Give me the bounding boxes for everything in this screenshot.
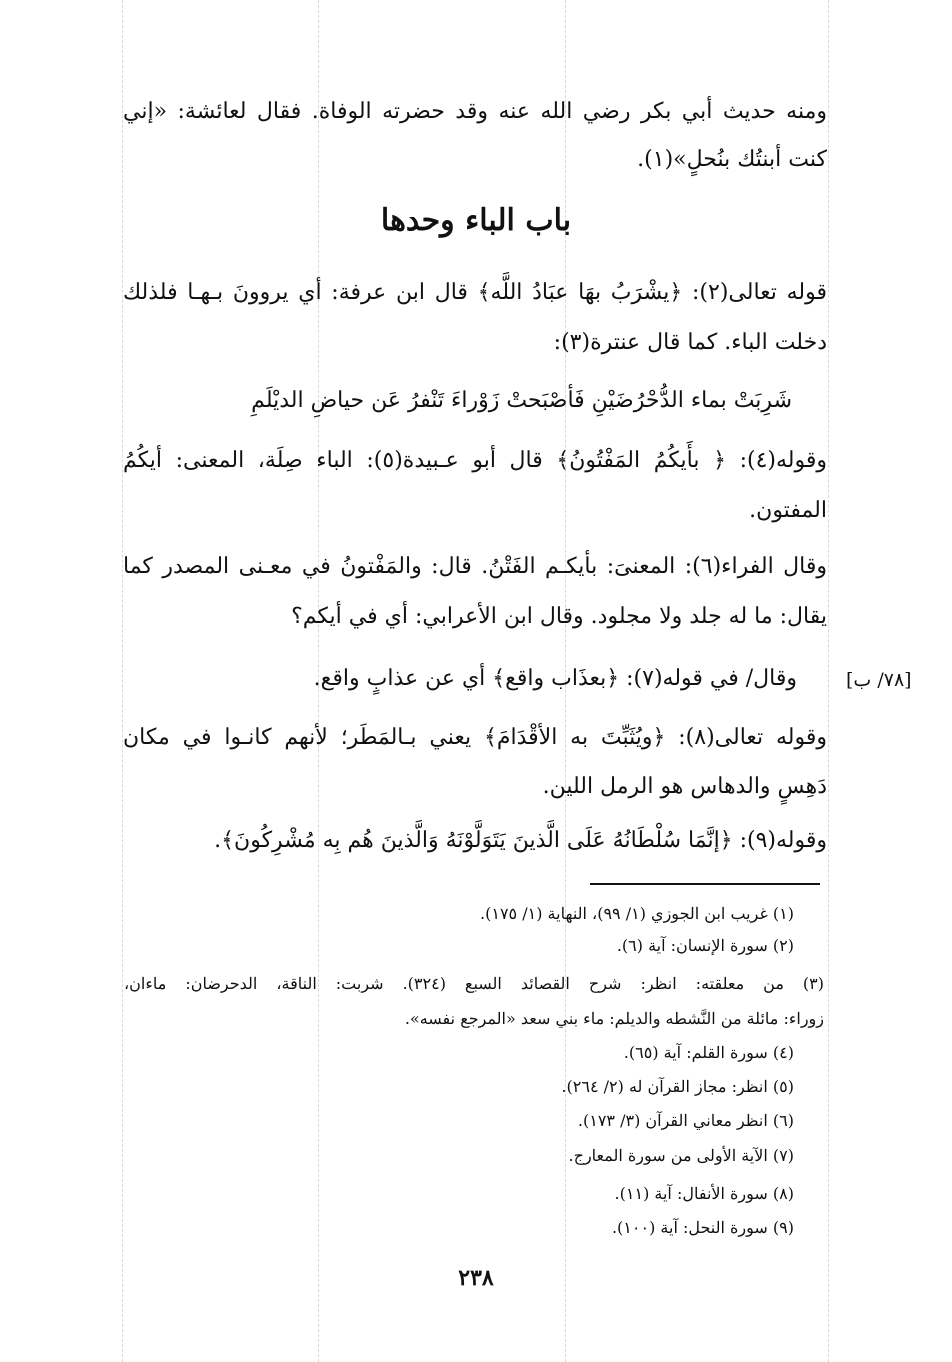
- manuscript-folio-note: [٧٨/ ب]: [846, 669, 912, 691]
- footnote-3-continued: زوراء: مائلة من النَّشطه والديلم: ماء بني سعد «المرجع نفسه».: [404, 1009, 824, 1028]
- body-line-3: قوله تعالى(٢): ﴿يشْرَبُ بهَا عبَادُ اللَّه﴾ قال ابن عرفة: أي يروونَ بـهـا فلذلك: [123, 280, 827, 305]
- footnote-7: (٧) الآية الأولى من سورة المعارج.: [568, 1146, 794, 1165]
- footnote-3: (٣) من معلقته: انظر: شرح القصائد السبع (٣٢٤). شربت: الناقة، الدحرضان: ماءان،: [124, 974, 824, 993]
- body-line-2: كنت أبنتُك بنُحلٍ»(١).: [637, 147, 827, 172]
- body-line-11: وقوله تعالى(٨): ﴿ويُثَبِّتَ به الأقْدَامَ﴾ يعني بـالمَطَر؛ لأنهم كانـوا في مكان: [123, 725, 828, 750]
- body-line-13: وقوله(٩): ﴿إنَّمَا سُلْطَانُهُ عَلَى الَّذينَ يَتَوَلَّوْنَهُ وَالَّذينَ هُم بِه مُشْرِكُونَ﴾.: [214, 828, 827, 853]
- footnote-2: (٢) سورة الإنسان: آية (٦).: [616, 936, 794, 955]
- footnote-separator: [590, 883, 820, 885]
- body-line-7: المفتون.: [749, 498, 827, 523]
- footnote-6: (٦) انظر معاني القرآن (٣/ ١٧٣).: [577, 1111, 794, 1130]
- poetry-verse: شَرِبَتْ بماء الدُّحْرُضَيْنِ فَأصْبَحتْ زَوْراءَ تَنْفرُ عَن حياضِ الديْلَمِ: [251, 388, 792, 413]
- footnote-1: (١) غريب ابن الجوزي (١/ ٩٩)، النهاية (١/ ١٧٥).: [480, 904, 794, 923]
- body-line-1: ومنه حديث أبي بكر رضي الله عنه وقد حضرته الوفاة. فقال لعائشة: «إني: [123, 99, 827, 124]
- footnote-5: (٥) انظر: مجاز القرآن له (٢/ ٢٦٤).: [561, 1077, 794, 1096]
- page-number: ٢٣٨: [458, 1265, 494, 1291]
- body-line-6: وقوله(٤): ﴿ بأَيكُمُ المَفْتُونُ﴾ قال أبو عـبيدة(٥): الباء صِلَة، المعنى: أيكُمُ: [123, 448, 827, 473]
- footnote-9: (٩) سورة النحل: آية (١٠٠).: [611, 1218, 794, 1237]
- body-line-4: دخلت الباء. كما قال عنترة(٣):: [553, 330, 827, 355]
- body-line-9: يقال: ما له جلد ولا مجلود. وقال ابن الأعرابي: أي في أيكم؟: [291, 604, 827, 629]
- section-title: باب الباء وحدها: [380, 203, 572, 238]
- footnote-4: (٤) سورة القلم: آية (٦٥).: [623, 1043, 794, 1062]
- body-line-12: دَهِسٍ والدهاس هو الرمل اللين.: [542, 774, 827, 799]
- footnote-8: (٨) سورة الأنفال: آية (١١).: [614, 1184, 794, 1203]
- body-line-8: وقال الفراء(٦): المعنىَ: بأيكـم الفَتْنُ. قال: والمَفْتونُ في معـنى المصدر كما: [123, 554, 827, 579]
- body-line-10: وقال/ في قوله(٧): ﴿بعذَاب واقع﴾ أي عن عذابٍ واقع.: [313, 666, 797, 691]
